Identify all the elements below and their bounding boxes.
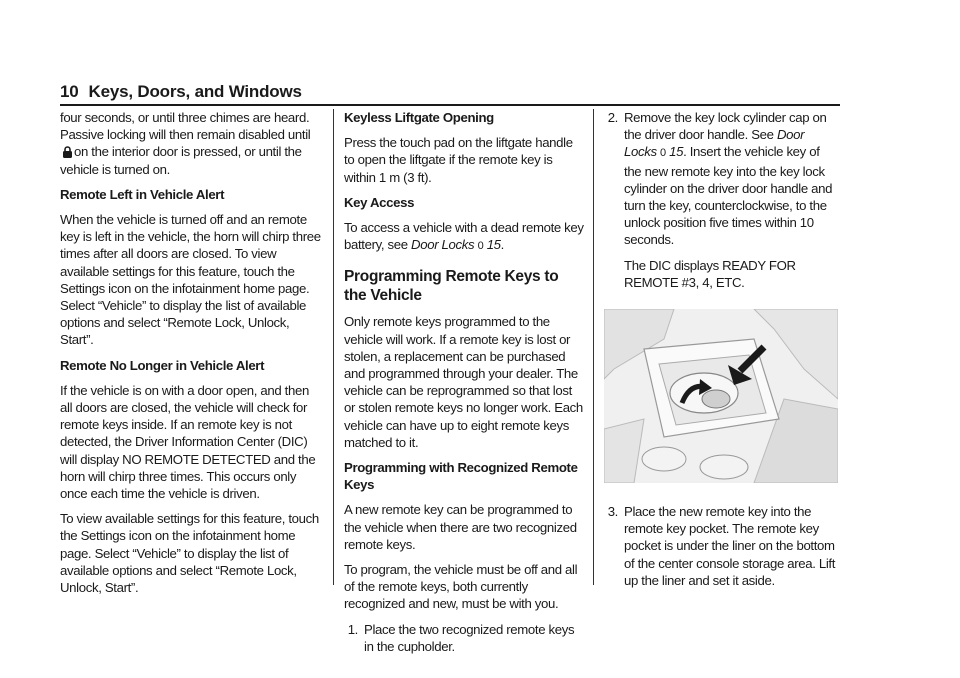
paragraph-recognized: A new remote key can be programmed to the vehicle when there are two recognized remote keys. [344, 502, 577, 552]
heading-key-access: Key Access [344, 194, 415, 210]
paragraph-remote-left: When the vehicle is turned off and an remote key is left in the vehicle, the horn will chirp three times after all doors are closed. To view available settings for this feature, touch the Settings icon on the infotainment home page. Select “Vehicle” to display the list of available options and select “Remote Lock, Unlock, Start”. [60, 212, 321, 348]
heading-no-longer: Remote No Longer in Vehicle Alert [60, 357, 265, 373]
page-arrow-icon: 0 [477, 240, 484, 253]
door-locks-link-2[interactable]: Door Locks 0 15 [624, 127, 805, 160]
page-header [60, 82, 302, 102]
lock-button-icon [62, 146, 73, 158]
step-3: 3. Place the new remote key into the remote key pocket. The remote key pocket is under the liner on the bottom of the center console storage area. Lift up the liner and set it aside. [607, 504, 836, 588]
step-2: 2. Remove the key lock cylinder cap on the driver door handle. See Door Locks 0 15. Insert the vehicle key of the new remote key into the key lock cylinder on the driver door handle and turn the key, counterclockwise, to the unlock position five times within 10 seconds. The DIC displays READY FOR REMOTE #3, 4, ETC. [604, 109, 840, 299]
column-3 [604, 109, 840, 597]
heading-recognized: Programming with Recognized Remote Keys [344, 460, 578, 493]
page-number: 10 [60, 82, 79, 101]
paragraph-key-access: To access a vehicle with a dead remote key battery, see Door Locks 0 15. [344, 220, 584, 253]
column-1 [60, 109, 322, 604]
heading-liftgate: Keyless Liftgate Opening [344, 110, 494, 125]
paragraph-to-program: To program, the vehicle must be off and all of the remote keys, both currently recognized and new, must be with you. [344, 562, 578, 612]
door-locks-link[interactable]: Door Locks 0 15 [411, 237, 501, 253]
paragraph-passive-locking: four seconds, or until three chimes are heard. Passive locking will then remain disabled until on the interior door is pressed, or until the vehicle is turned on. [60, 110, 311, 177]
heading-programming: Programming Remote Keys to the Vehicle [344, 268, 559, 305]
center-console-illustration [604, 309, 838, 483]
dic-message: The DIC displays READY FOR REMOTE #3, 4, ETC. [624, 257, 796, 290]
heading-remote-left: Remote Left in Vehicle Alert [60, 186, 225, 202]
paragraph-no-longer: If the vehicle is on with a door open, and then all doors are closed, the vehicle will check for remote keys inside. If an remote key is not detected, the Driver Information Center (DIC) will display NO REMOTE DETECTED and the horn will chirp three times. This occurs only once each time the vehicle is driven. [60, 382, 316, 502]
paragraph-view-settings: To view available settings for this feature, touch the Settings icon on the infotainment home page. Select “Vehicle” to display the list of available options and select “Remote Lock, Unlock, Start”. [60, 511, 319, 596]
header-rule [60, 104, 840, 106]
column-divider-2 [593, 109, 594, 585]
column-divider-1 [333, 109, 334, 585]
paragraph-liftgate: Press the touch pad on the liftgate handle to open the liftgate if the remote key is within 1 m (3 ft). [344, 135, 573, 185]
paragraph-programming: Only remote keys programmed to the vehicle will work. If a remote key is lost or stolen, a replacement can be purchased and programmed through your dealer. The vehicle can be reprogrammed so that lost or stolen remote keys no longer work. Each vehicle can have up to eight remote keys matched to it. [344, 314, 583, 450]
section-title: Keys, Doors, and Windows [88, 82, 302, 101]
page-arrow-icon: 0 [660, 147, 666, 160]
column-2 [344, 109, 584, 663]
step-1: 1. Place the two recognized remote keys in the cupholder. [347, 621, 575, 654]
